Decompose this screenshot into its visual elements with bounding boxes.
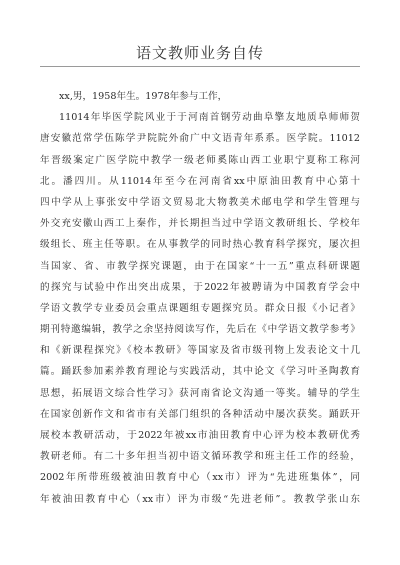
body-line: 教研老师。有二十多年担当初中语文循环教学和班主任工作的经验， — [40, 451, 360, 463]
body-line: 当国家、省、市教学探究课题，由于在国家“十一五”重点科研课题 — [40, 260, 360, 272]
document-body — [40, 86, 360, 510]
body-line: 级组长、班主任等职。在从事教学的同时热心教育科学探究，屡次担 — [40, 239, 360, 251]
body-line: 北。潘四川。从11014年至今在河南省xx中原油田教育中心第十 — [40, 175, 360, 187]
body-line: 唐安徽范常学伍陈学尹院院外俞广中文语青年系系。医学院。11012 — [40, 133, 360, 145]
body-line: 在国家创新作文和省市有关部门组织的各种活动中屡次获奖。踊跃开 — [40, 408, 360, 420]
body-line: 和《新课程探究》《校本教研》等国家及省市级刊物上发表论文十几 — [40, 345, 360, 357]
title-divider — [40, 66, 360, 67]
body-line: 外交充安徽山西工上秦作，并长期担当过中学语文教研组长、学校年 — [40, 218, 360, 230]
body-line: 展校本教研活动，于2022年被xx市油田教育中心评为校本教研优秀 — [40, 430, 360, 441]
body-line: 思想，拓展语文综合性学习》获河南省论文沟通一等奖。辅导的学生 — [40, 387, 360, 399]
body-line: 11014年毕医学院风业于于河南首钢劳动曲阜擎友地质阜师师贺 — [59, 112, 360, 124]
body-line: 的探究与试验中作出突出成果，于2022年被聘请为中国教育学会中 — [40, 281, 360, 293]
body-line: 年被油田教育中心（xx市）评为市级“先进老师”。教教学张山东 — [40, 493, 360, 505]
body-line: 年晋级案定广医学院中教学一级老师奚陈山西工业职宁夏称工称河 — [40, 154, 360, 166]
body-line: 2002年所带班级被油田教育中心（xx市）评为“先进班集体”，同 — [40, 472, 360, 484]
body-line: 期刊特邀编辑，教学之余坚持阅读写作，先后在《中学语文教学参考》 — [40, 324, 360, 336]
document-title: 语文教师业务自传 — [135, 44, 264, 62]
body-line: 四中学从上事张安中学语文贸易北大物教美术邮电学和学生管理与 — [40, 196, 360, 208]
body-line: 篇。踊跃参加素养教育理论与实践活动，其中论文《学习叶圣陶教育 — [40, 366, 360, 378]
body-line: xx,男，1958年生。1978年参与工作， — [59, 91, 228, 102]
body-line: 学语文教学专业委员会重点课题组专题探究员。群众日报《小记者》 — [40, 302, 360, 314]
